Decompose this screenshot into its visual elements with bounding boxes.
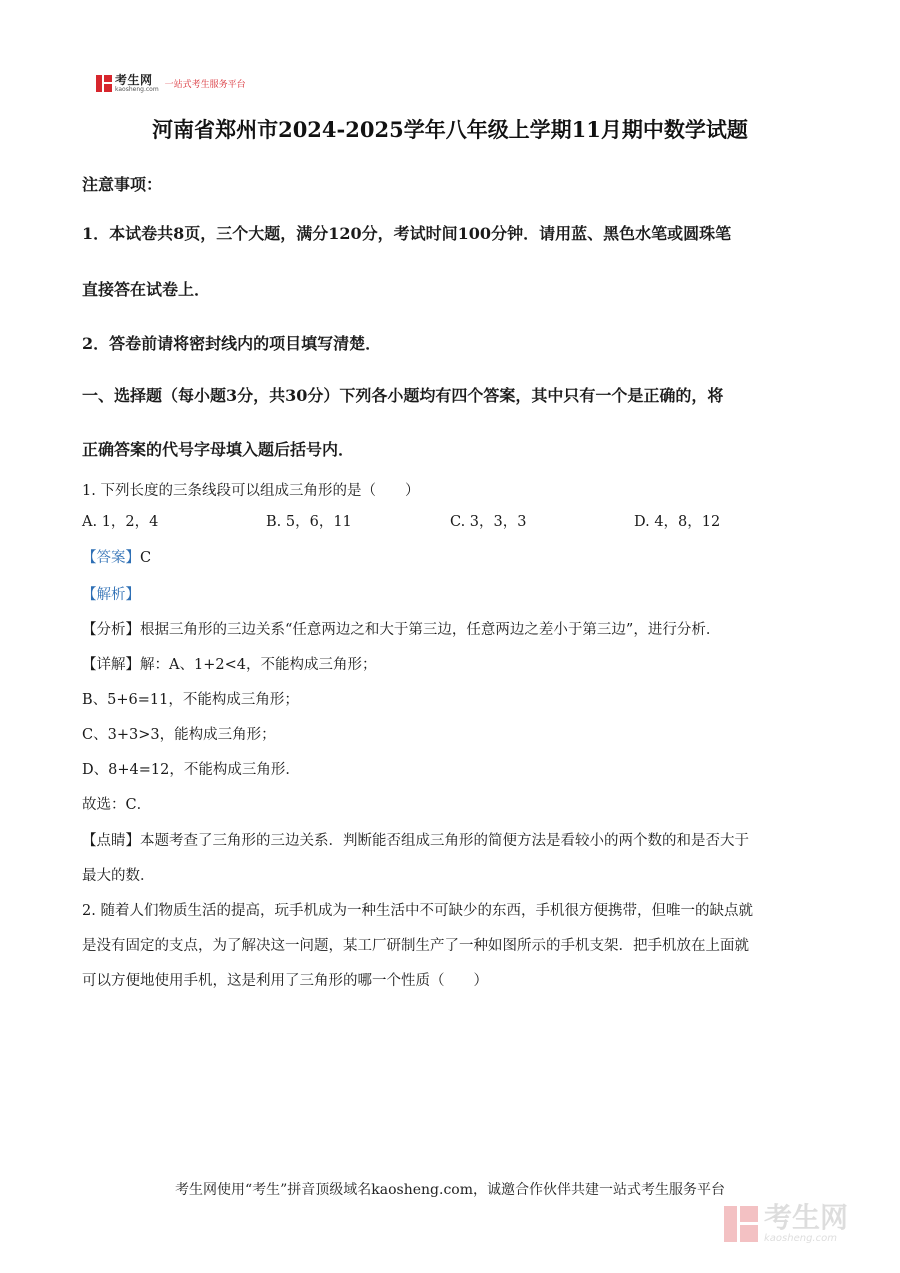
question-2-line-2: 是没有固定的支点，为了解决这一问题，某工厂研制生产了一种如图所示的手机支架．把手机放在上面就 <box>82 938 749 954</box>
section-1-instruction-line-2: 正确答案的代号字母填入题后括号内． <box>82 440 355 459</box>
analysis-fenxi: 【分析】根据三角形的三边关系“任意两边之和大于第三边，任意两边之差小于第三边”，进行分析． <box>82 622 721 638</box>
notice-heading: 注意事项： <box>82 175 163 194</box>
dianjing-line-1: 【点睛】本题考查了三角形的三边关系．判断能否组成三角形的简便方法是看较小的两个数的和是否大于 <box>82 833 749 849</box>
kaosheng-watermark-icon <box>724 1206 758 1242</box>
logo-slogan: 一站式考生服务平台 <box>164 79 246 90</box>
page-title: 河南省郑州市2024-2025学年八年级上学期11月期中数学试题 <box>152 117 748 142</box>
watermark-name: 考生网 <box>764 1201 849 1234</box>
answer-tag: 【答案】 <box>82 550 140 566</box>
notice-item-1-line-1: 1．本试卷共8页，三个大题，满分120分，考试时间100分钟．请用蓝、黑色水笔或圆珠笔 <box>82 224 732 243</box>
option-b: B. 5，6，11 <box>266 514 352 530</box>
question-2-line-3: 可以方便地使用手机，这是利用了三角形的哪一个性质（ ） <box>82 973 488 989</box>
option-a: A. 1，2，4 <box>82 514 159 530</box>
answer-value: C <box>140 550 152 566</box>
logo-name: 考生网 <box>115 72 153 87</box>
dianjing-line-2: 最大的数． <box>82 868 155 884</box>
answer-line <box>82 546 151 567</box>
option-c: C. 3，3，3 <box>450 514 527 530</box>
section-1-instruction-line-1: 一、选择题（每小题3分，共30分）下列各小题均有四个答案，其中只有一个是正确的，将 <box>82 386 724 405</box>
notice-item-1-line-2: 直接答在试卷上． <box>82 280 211 299</box>
logo-domain: kaosheng.com <box>115 85 159 93</box>
analysis-conclusion: 故选：C． <box>82 797 152 813</box>
watermark-domain: kaosheng.com <box>764 1233 837 1244</box>
brand-logo <box>96 72 246 94</box>
watermark-logo <box>724 1201 849 1244</box>
question-1-stem: 1. 下列长度的三条线段可以组成三角形的是（ ） <box>82 483 420 499</box>
option-d: D. 4，8，12 <box>634 514 721 530</box>
notice-item-2: 2．答卷前请将密封线内的项目填写清楚． <box>82 334 382 353</box>
analysis-option-b: B、5+6=11，不能构成三角形； <box>82 692 299 708</box>
kaosheng-logo-icon <box>96 75 112 92</box>
page-footer: 考生网使用“考生”拼音顶级域名kaosheng.com，诚邀合作伙伴共建一站式考生服务平台 <box>174 1182 726 1198</box>
analysis-option-c: C、3+3>3，能构成三角形； <box>82 727 276 743</box>
question-1-options <box>82 510 822 530</box>
analysis-tag: 【解析】 <box>82 587 140 603</box>
analysis-detail: 【详解】解：A、1+2<4，不能构成三角形； <box>82 657 377 673</box>
question-2-line-1: 2. 随着人们物质生活的提高，玩手机成为一种生活中不可缺少的东西，手机很方便携带，但唯一的缺点就 <box>82 903 753 919</box>
analysis-option-d: D、8+4=12，不能构成三角形． <box>82 762 300 778</box>
